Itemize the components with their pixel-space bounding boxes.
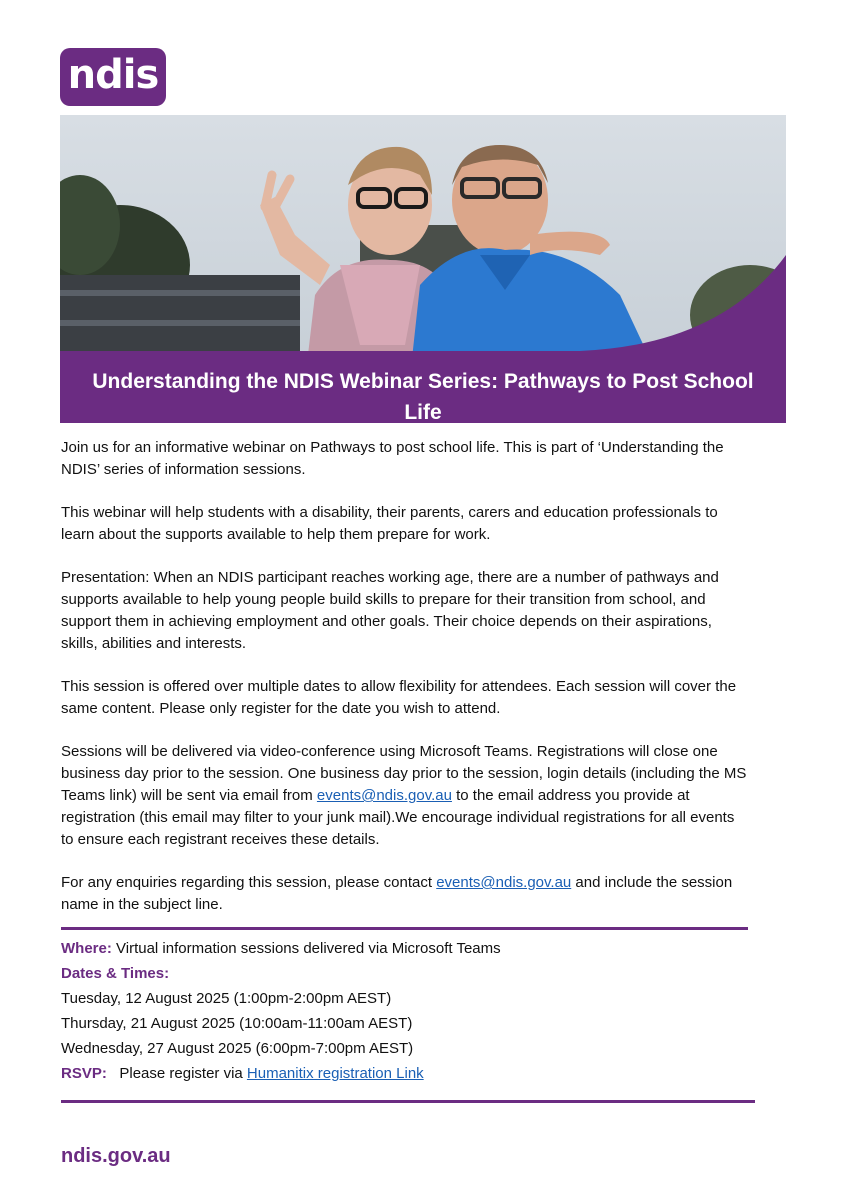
where-label: Where: [61, 940, 112, 957]
delivery-text-end: to the email address you provide at registration (this email may filter to your junk mail).We encourage individual registrations for all events to ensure each registrant receives these details. [61, 787, 735, 848]
delivery-text-start: Sessions will be delivered via video-conference using Microsoft Teams. Registrations will close one business day prior to the session. One business day prior to the session, login details (including the MS Teams link) will be sent via email from [61, 743, 747, 804]
enquiries-paragraph [61, 872, 751, 916]
footer-site-url[interactable]: ndis.gov.au [61, 1145, 171, 1167]
ndis-logo[interactable] [60, 48, 166, 106]
enquiries-email-link[interactable]: events@ndis.gov.au [436, 874, 572, 891]
enquiries-text-start: For any enquiries regarding this session, please contact [61, 874, 437, 891]
date-item: Wednesday, 27 August 2025 (6:00pm-7:00pm AEST) [61, 1040, 414, 1057]
divider-top [61, 927, 748, 930]
humanitix-registration-link[interactable]: Humanitix registration Link [246, 1065, 424, 1082]
date-item: Thursday, 21 August 2025 (10:00am-11:00am AEST) [61, 1015, 413, 1032]
rsvp-text: Please register via [119, 1065, 247, 1082]
events-email-link[interactable]: events@ndis.gov.au [316, 787, 452, 804]
session-details [61, 936, 751, 1086]
logo-text: ndis [67, 52, 159, 98]
dates-label: Dates & Times: [61, 965, 170, 982]
where-value: Virtual information sessions delivered via Microsoft Teams [111, 940, 501, 957]
dates-info-paragraph: This session is offered over multiple dates to allow flexibility for attendees. Each session will cover the same content. Please only register for the date you wish to attend. [61, 678, 737, 717]
date-item: Tuesday, 12 August 2025 (1:00pm-2:00pm AEST) [61, 990, 392, 1007]
event-description [61, 437, 751, 937]
rsvp-row [61, 1061, 751, 1086]
audience-paragraph: This webinar will help students with a disability, their parents, carers and education professionals to learn about the supports available to help them prepare for work. [61, 504, 718, 543]
page-title: Understanding the NDIS Webinar Series: Pathways to Post School Life [92, 370, 754, 424]
delivery-paragraph [61, 741, 751, 851]
divider-bottom [61, 1100, 755, 1103]
presentation-paragraph: Presentation: When an NDIS participant reaches working age, there are a number of pathways and supports available to help young people build skills to prepare for their transition from school, and support them in achieving employment and other goals. Their choice depends on their aspirations, skills, abilities and interests. [61, 569, 719, 652]
enquiries-text-end: and include the session name in the subject line. [61, 874, 733, 913]
intro-paragraph: Join us for an informative webinar on Pathways to post school life. This is part of ‘Understanding the NDIS’ series of information sessions. [61, 439, 724, 478]
where-row [61, 936, 751, 961]
rsvp-label: RSVP: [61, 1065, 107, 1082]
